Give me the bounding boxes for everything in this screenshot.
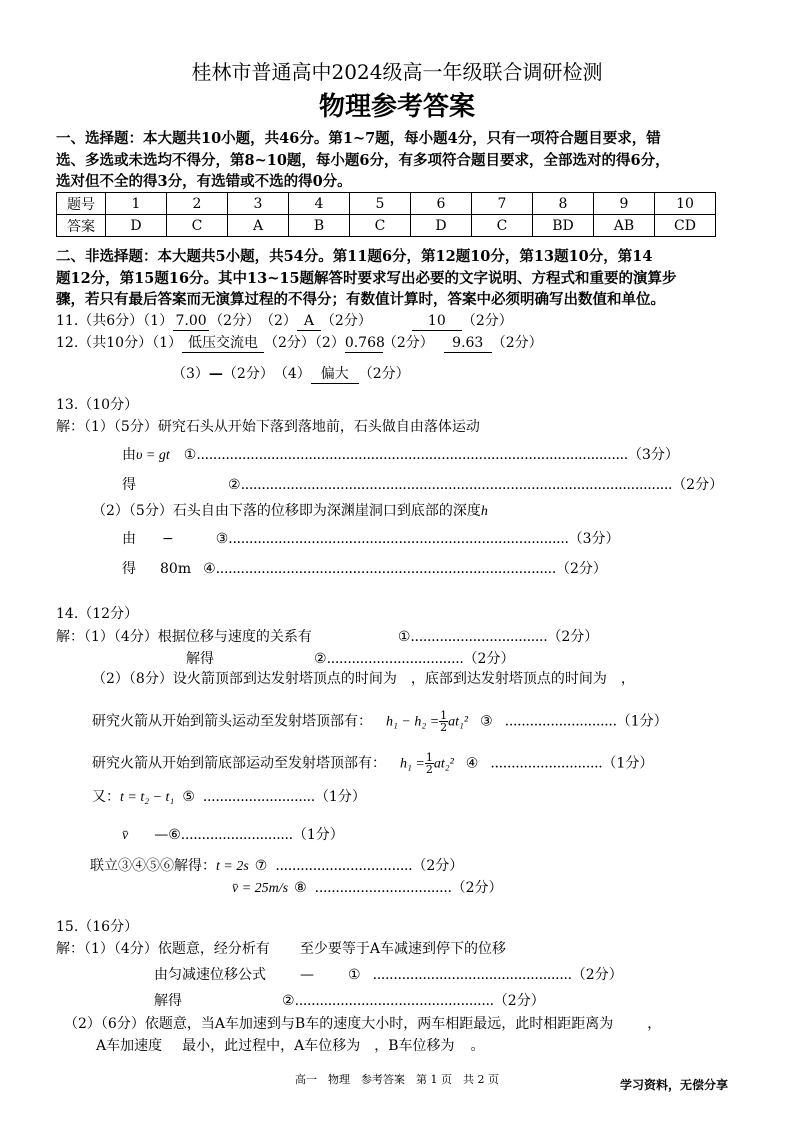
q14-dots-2: ................................. [326,651,464,667]
q14-line7 [122,826,344,845]
table-cell-answer: D [411,215,472,237]
table-cell-number: 10 [655,193,716,215]
fraction-denominator: 2 [425,763,433,776]
q14-part2-text-b: ，底部到达发射塔顶点的时间为 [410,671,607,687]
q14-mark-6: ⑥ [168,827,181,843]
q13-mark-2: ② [228,477,241,493]
q11-score-1: （2分） （2） [209,313,297,329]
q11-score-2: （2分） [320,313,372,329]
q12-answer-1: 低压交流电 [182,334,264,353]
q13-score-4: （2分） [555,561,607,577]
q13-score-2: （2分） [672,477,724,493]
q15-l2-text: 由匀减速位移公式 [154,967,266,983]
section2-line3: 骤，若只有最后答案而无演算过程的不得分；有数值计算时，答案中必须明确写出数值和单位。 [56,291,665,308]
q12-fraction-dash: — [208,366,223,382]
q14-dots-1: ................................. [410,629,548,645]
table-answer-label: 答案 [57,215,106,237]
q15-line4 [64,1015,661,1033]
table-cell-number: 1 [106,193,167,215]
q13-mark-1: ① [183,447,197,463]
q14-mark-1: ① [397,629,411,645]
page-footer: 高一 物理 参考答案 第 1 页 共 2 页 [295,1073,499,1086]
q14-formula-5: t = t₂ − t₁ [120,790,175,805]
table-cell-answer: C [472,215,533,237]
q13-line1: 解：（1）（5分）研究石头从开始下落到落地前，石头做自由落体运动 [56,419,480,435]
q12-answer-4: 偏大 [311,365,359,384]
q14-score-3: （1分） [616,713,668,730]
q12-prefix: 12.（共10分）（1） [56,335,182,351]
q13-title: 13.（10分） [56,397,139,413]
table-cell-number: 5 [350,193,411,215]
q11-score-3: （2分） [461,313,513,329]
q11-answer-1: 7.00 [173,312,209,331]
q14-dots-5: ........................... [202,789,315,805]
q13-part2-text: （2）（5分）石头自由下落的位移即为深渊崖洞口到底部的深度 [92,503,481,519]
q13-score-3: （3分） [568,531,620,547]
q15-part2-text-c: A车加速度 [96,1038,163,1054]
q15-score-1: （2分） [571,967,623,983]
q15-part2-text-b: ， [647,1016,662,1032]
q13-l3-prefix: 得 [122,477,136,493]
q14-line6 [92,788,366,807]
q14-l8-prefix: 联立③④⑤⑥解得： [90,858,216,874]
q15-part2-text-f: 。 [470,1038,485,1054]
table-cell-number: 6 [411,193,472,215]
q13-mark-3: ③ [215,531,229,547]
q11-answer-3: 10 [412,312,462,331]
q14-mark-2: ② [314,651,327,667]
table-cell-answer: C [350,215,411,237]
q14-line5 [92,752,653,775]
q13-score-1: （3分） [627,447,679,463]
table-cell-answer: CD [655,215,716,237]
q14-score-2: （2分） [463,651,515,667]
q11-answer-2: A [297,312,321,331]
q12-line2 [172,365,410,384]
q14-score-5: （1分） [314,789,366,805]
table-cell-number: 4 [289,193,350,215]
q15-part1-text-a: 解：（1）（4分）依题意，经分析有 [56,941,270,957]
table-cell-number: 9 [594,193,655,215]
q15-score-2: （2分） [493,993,545,1009]
q15-part2-text-e: ，B车位移为 [374,1038,455,1054]
q14-dots-6: ........................... [180,827,293,843]
q14-formula-3-left: h₁ − h₂ = [386,714,440,730]
q14-mark-8: ⑧ [294,880,307,896]
q13-mark-4: ④ [203,561,216,577]
q15-fraction-dash: — [300,967,314,983]
q14-dots-8: ................................. [314,880,452,896]
q13-l6-prefix: 得 [122,561,136,577]
q14-part1-text: 解：（1）（4分）根据位移与速度的关系有 [56,629,312,645]
q14-score-1: （2分） [547,629,599,645]
q12-score-3: （2分） [491,335,543,351]
q14-line2 [186,650,514,668]
table-cell-answer: AB [594,215,655,237]
q14-part2-text-a: （2）（8分）设火箭顶部到达发射塔顶点的时间为 [92,671,397,687]
q12-answer-3: 9.63 [444,334,492,353]
answer-key-title: 物理参考答案 [318,92,475,122]
q13-line4 [92,502,488,521]
section1-line3: 选对但不全的得3分，有选错或不选的得0分。 [56,173,352,190]
q14-dots-7: ................................. [275,858,413,874]
q15-part2-text-d: 最小，此过程中，A车位移为 [182,1038,361,1054]
q14-fraction-half [439,710,448,733]
q13-formula-velocity: υ = gt [136,448,170,463]
q13-result-depth: 80m [160,561,192,577]
q12-part3-label: （3） [172,366,209,382]
q14-l6-prefix: 又： [92,789,120,805]
q14-l5-text: 研究火箭从开始到箭底部运动至发射塔顶部有： [92,755,386,772]
q15-mark-2: ② [282,993,295,1009]
q15-line1 [56,940,506,958]
table-cell-number: 7 [472,193,533,215]
q12-score-1: （2分）（2） [264,335,345,351]
q13-line5 [122,530,620,548]
table-cell-number: 2 [167,193,228,215]
q14-score-8: （2分） [451,880,503,896]
q14-mark-7: ⑦ [254,858,268,874]
q14-l2-prefix: 解得 [186,651,214,667]
q15-line5 [96,1037,485,1055]
answer-table [56,192,716,237]
table-cell-number: 8 [533,193,594,215]
table-cell-answer: D [106,215,167,237]
q15-line3 [154,992,545,1010]
q12-part3-score: （2分） （4） [222,366,311,382]
q14-result-velocity: v̄ = 25m/s [232,881,289,896]
q14-score-4: （1分） [602,755,654,772]
table-cell-answer: C [167,215,228,237]
q14-mark-3: ③ [480,713,493,730]
q14-fraction-half [425,752,434,775]
q12-line1 [56,334,543,353]
q14-line4 [92,710,668,733]
q13-line2 [122,446,679,465]
q15-mark-1: ① [348,967,361,983]
table-header-label: 题号 [57,193,106,215]
exam-title: 桂林市普通高中2024级高一年级联合调研检测 [191,60,603,84]
q14-line9 [232,879,503,898]
q14-var-vbar: v̄ [122,828,129,843]
q14-formula-4-right: at₂² [433,756,454,772]
q14-dots-4: ........................... [490,755,603,772]
section1-line1: 一、选择题：本大题共10小题，共46分。第1~7题，每小题4分，只有一项符合题目要求，错 [56,130,661,147]
q14-title: 14.（12分） [56,606,139,622]
table-cell-number: 3 [228,193,289,215]
section2-line1: 二、非选择题：本大题共5小题，共54分。第11题6分，第12题10分，第13题10分，第14 [56,248,653,265]
q14-part2-text-c: ， [620,671,635,687]
q14-fraction-dash: — [154,827,169,843]
fraction-numerator: 1 [425,751,433,764]
q15-part1-text-b: 至少要等于A车减速到停下的位移 [299,941,506,957]
answer-table-header-row [57,193,716,215]
q14-dots-3: ........................... [504,713,617,730]
section2-line2: 题12分，第15题16分。其中13~15题解答时要求写出必要的文字说明、方程式和重要的演算步 [56,270,677,287]
q13-l5-prefix: 由 [122,531,136,547]
answer-table-answer-row [57,215,716,237]
q15-part2-text-a: （2）（6分）依题意，当A车加速到与B车的速度大小时，两车相距最远，此时相距距离为 [64,1016,614,1032]
q15-dots-2: ................................................ [294,993,494,1009]
q14-score-6: （1分） [292,827,344,843]
q13-dots-3: .................................................................................. [228,531,569,547]
q14-line3 [92,670,635,688]
q14-score-7: （2分） [412,858,464,874]
q12-answer-2: 0.768 [344,335,385,351]
q13-dots-1: ........................................................................................................ [196,447,628,463]
q14-l4-text: 研究火箭从开始到箭头运动至发射塔顶部有： [92,713,372,730]
q12-part4-score: （2分） [358,366,410,382]
q13-line3 [122,476,723,494]
q15-line2 [154,966,623,984]
q15-l3-prefix: 解得 [154,993,182,1009]
q11-line [56,312,513,331]
q13-dots-4: .................................................................................. [215,561,556,577]
fraction-numerator: 1 [440,709,448,722]
q13-dots-2: ........................................................................................................ [240,477,673,493]
q13-var-h: h [480,504,488,519]
section1-line2: 选、多选或未选均不得分，第8~10题，每小题6分，有多项符合题目要求，全部选对的得6分， [56,152,670,169]
table-cell-answer: BD [533,215,594,237]
q14-line1 [56,628,598,646]
q14-line8 [90,857,463,876]
q13-line6 [122,560,607,578]
q15-dots-1: ................................................ [372,967,572,983]
share-watermark-text: 学习资料，无偿分享 [620,1078,729,1092]
q14-formula-3-right: at₁² [448,714,469,730]
q13-l2-prefix: 由 [122,447,136,463]
q14-mark-5: ⑤ [182,789,195,805]
q14-result-time: t = 2s [216,859,249,874]
q12-score-2: （2分） [382,335,434,351]
table-cell-answer: A [228,215,289,237]
fraction-denominator: 2 [440,721,448,734]
q13-fraction-dash: − [162,531,174,547]
table-cell-answer: B [289,215,350,237]
q14-formula-4-left: h₁ = [400,756,425,772]
q11-prefix: 11.（共6分）（1） [56,313,174,329]
q14-mark-4: ④ [465,755,479,772]
q15-title: 15.（16分） [56,919,139,935]
